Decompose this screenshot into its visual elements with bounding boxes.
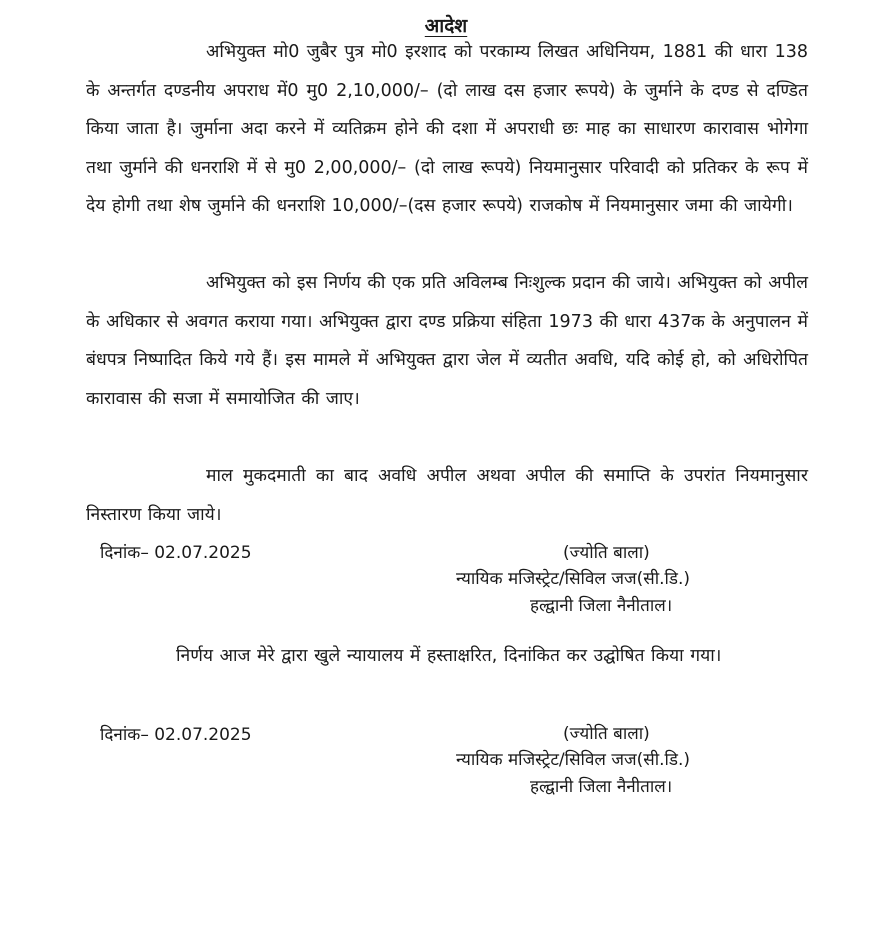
- signatory-place-2: हल्द्वानी जिला नैनीताल।: [530, 777, 673, 797]
- order-paragraph-penalty: अभियुक्त मो0 जुबैर पुत्र मो0 इरशाद को परकाम्य लिखत अधिनियम, 1881 की धारा 138 के अन्तर्गत दण्डनीय अपराध में0 मु0 2,10,000/– (दो लाख दस हजार रूपये) के जुर्माने के दण्ड से दण्डित किया जाता है। जुर्माना अदा करने में व्यतिक्रम होने की दशा में अपराधी छः माह का साधारण कारावास भोगेगा तथा जुर्माने की धनराशि में से मु0 2,00,000/– (दो लाख रूपये) नियमानुसार परिवादी को प्रतिकर के रूप में देय होगी तथा शेष जुर्माने की धनराशि 10,000/–(दस हजार रूपये) राजकोष में नियमानुसार जमा की जायेगी।: [86, 42, 808, 216]
- signatory-designation-2: न्यायिक मजिस्ट्रेट/सिविल जज(सी.डि.): [456, 750, 691, 770]
- document-title-text: आदेश: [424, 15, 468, 37]
- signature-date-1: दिनांक– 02.07.2025: [100, 543, 252, 563]
- signatory-designation-1: न्यायिक मजिस्ट्रेट/सिविल जज(सी.डि.): [456, 569, 691, 589]
- order-paragraph-appeal-rights: अभियुक्त को इस निर्णय की एक प्रति अविलम्ब निःशुल्क प्रदान की जाये। अभियुक्त को अपील के अधिकार से अवगत कराया गया। अभियुक्त द्वारा दण्ड प्रक्रिया संहिता 1973 की धारा 437क के अनुपालन में बंधपत्र निष्पादित किये गये हैं। इस मामले में अभियुक्त द्वारा जेल में व्यतीत अवधि, यदि कोई हो, को अधिरोपित कारावास की सजा में समायोजित की जाए।: [86, 273, 808, 409]
- pronouncement-paragraph: निर्णय आज मेरे द्वारा खुले न्यायालय में हस्ताक्षरित, दिनांकित कर उद्घोषित किया गया।: [176, 646, 722, 666]
- signature-date-2: दिनांक– 02.07.2025: [100, 725, 252, 745]
- signatory-name-1: (ज्योति बाला): [563, 543, 650, 563]
- order-paragraph-case-property: माल मुकदमाती का बाद अवधि अपील अथवा अपील की समाप्ति के उपरांत नियमानुसार निस्तारण किया जाये।: [86, 466, 808, 525]
- signatory-place-1: हल्द्वानी जिला नैनीताल।: [530, 596, 673, 616]
- signatory-name-2: (ज्योति बाला): [563, 724, 650, 744]
